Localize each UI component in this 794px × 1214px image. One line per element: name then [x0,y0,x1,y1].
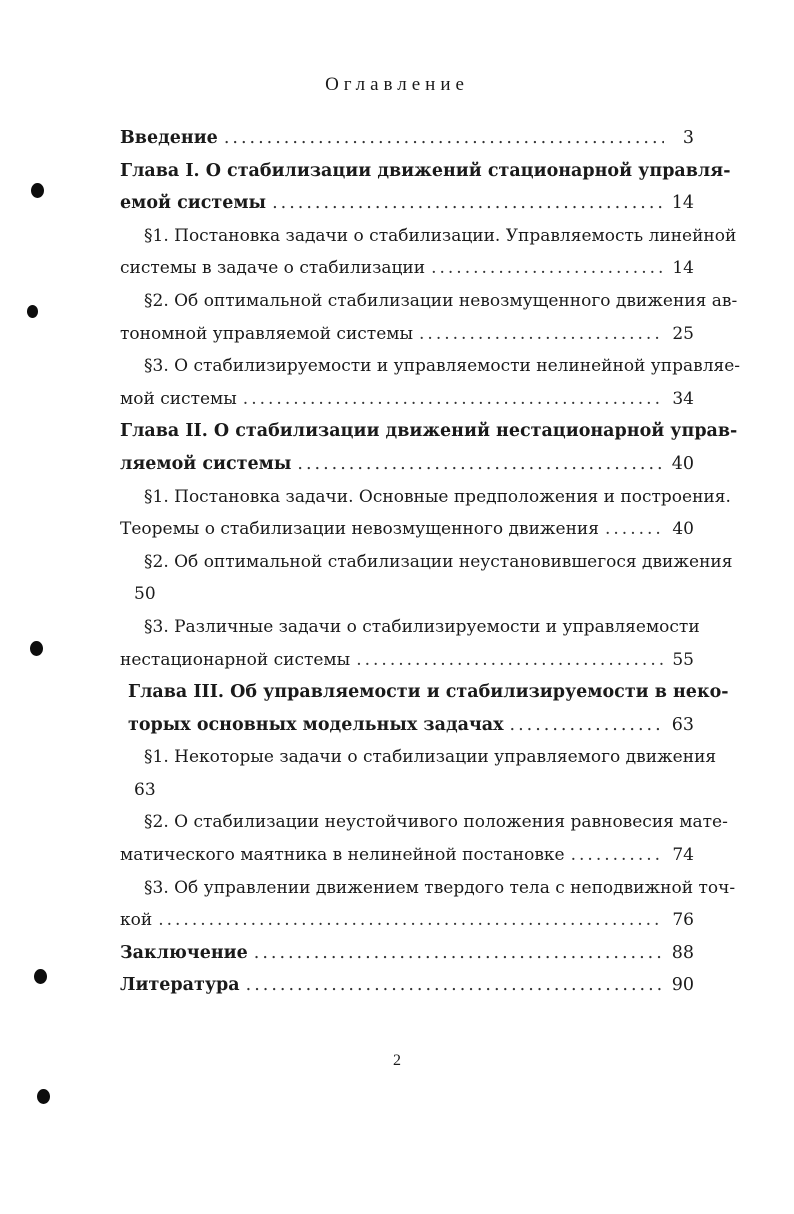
toc-entry-label: ляемой системы [120,453,292,474]
toc-entry-introduction[interactable] [120,122,694,155]
toc-entry-label: тономной управляемой системы [120,323,414,344]
toc-page-number: 25 [672,323,694,344]
toc-entry-label: Литература [120,975,240,996]
toc-page-number: 14 [672,258,694,279]
toc-entry-conclusion[interactable] [120,937,694,970]
leader-dots [246,969,664,1002]
toc-entry-label: Заключение [120,942,248,963]
toc-entry-2-1-cont[interactable] [120,513,694,546]
leader-dots [510,709,664,742]
toc-entry-chapter-1-cont[interactable] [120,187,694,220]
toc-entry-chapter-3[interactable] [120,676,729,709]
toc-entry-label: §3. Об управлении движением твердого тела с неподвижной точ- [144,877,736,898]
toc-entry-label: §2. Об оптимальной стабилизации невозмущенного движения ав- [144,290,738,311]
toc-page-number: 76 [672,910,694,931]
toc-entry-1-2-cont[interactable] [120,318,694,351]
leader-dots [356,644,664,677]
toc-entry-label: §3. Различные задачи о стабилизируемости и управляемости [144,616,700,637]
toc-page-number: 90 [671,975,694,996]
toc-page-number: 40 [672,519,694,540]
toc-entry-2-3-cont[interactable] [120,644,694,677]
leader-dots [254,937,664,970]
punch-hole-mark [27,305,38,318]
leader-dots [431,252,664,285]
punch-hole-mark [30,641,43,656]
toc-entry-1-1-cont[interactable] [120,252,694,285]
toc-page-number: 55 [672,649,694,670]
punch-hole-mark [34,969,47,984]
toc-entry-label: §2. Об оптимальной стабилизации неустановившегося движения [144,551,733,572]
toc-page-number: 14 [671,193,694,214]
leader-dots [419,318,664,351]
toc-entry-chapter-2[interactable] [120,415,738,448]
toc-entry-label: Глава I. О стабилизации движений стационарной управля- [120,160,731,181]
leader-dots [243,383,664,416]
toc-entry-label: §2. О стабилизации неустойчивого положения равновесия мате- [144,812,728,833]
toc-entry-3-3[interactable] [120,872,736,905]
toc-entry-label: Глава III. Об управляемости и стабилизируемости в неко- [128,682,729,703]
leader-dots [571,839,664,872]
toc-entry-label: матического маятника в нелинейной постановке [120,845,565,866]
toc-entry-chapter-1[interactable] [120,155,731,188]
toc-page-number: 63 [134,779,156,800]
toc-entry-2-2-page[interactable] [120,578,694,611]
punch-hole-mark [37,1089,50,1104]
toc-entry-3-1-page[interactable] [120,774,694,807]
toc-entry-label: §3. О стабилизируемости и управляемости нелинейной управляе- [144,356,741,377]
table-of-contents [120,122,741,1002]
leader-dots [158,904,664,937]
toc-entry-label: нестационарной системы [120,649,351,670]
toc-entry-label: мой системы [120,388,237,409]
toc-entry-2-3[interactable] [120,611,700,644]
page-title: Оглавление [325,74,469,95]
leader-dots [605,513,664,546]
toc-page-number: 88 [671,942,694,963]
toc-entry-label: §1. Постановка задачи. Основные предположения и построения. [144,486,731,507]
toc-entry-chapter-2-cont[interactable] [120,448,694,481]
toc-page-number: 50 [134,584,156,605]
toc-entry-label: кой [120,910,153,931]
toc-entry-3-2-cont[interactable] [120,839,694,872]
toc-entry-3-2[interactable] [120,806,728,839]
toc-entry-label: системы в задаче о стабилизации [120,258,426,279]
toc-page-number: 74 [672,845,694,866]
toc-entry-label: §1. Постановка задачи о стабилизации. Управляемость линейной [144,225,737,246]
leader-dots [224,122,664,155]
toc-entry-1-2[interactable] [120,285,738,318]
leader-dots [272,187,664,220]
toc-page-number: 63 [671,714,694,735]
toc-entry-references[interactable] [120,969,694,1002]
toc-page-number: 3 [682,128,694,148]
toc-entry-label: Глава II. О стабилизации движений нестационарной управ- [120,421,738,442]
toc-entry-2-1[interactable] [120,481,731,514]
toc-entry-label: Введение [120,128,218,148]
toc-entry-1-3[interactable] [120,350,741,383]
punch-hole-mark [31,183,44,198]
toc-entry-1-1[interactable] [120,220,737,253]
toc-entry-label: емой системы [120,193,267,214]
leader-dots [297,448,664,481]
toc-page-number: 34 [672,388,694,409]
toc-entry-chapter-3-cont[interactable] [120,709,694,742]
toc-entry-3-3-cont[interactable] [120,904,694,937]
toc-entry-label: §1. Некоторые задачи о стабилизации управляемого движения [144,747,717,768]
toc-entry-3-1[interactable] [120,741,717,774]
toc-entry-1-3-cont[interactable] [120,383,694,416]
page-number: 2 [393,1052,401,1069]
toc-entry-label: торых основных модельных задачах [128,714,504,735]
toc-entry-2-2[interactable] [120,546,733,579]
toc-entry-label: Теоремы о стабилизации невозмущенного движения [120,519,599,540]
toc-page-number: 40 [671,453,694,474]
